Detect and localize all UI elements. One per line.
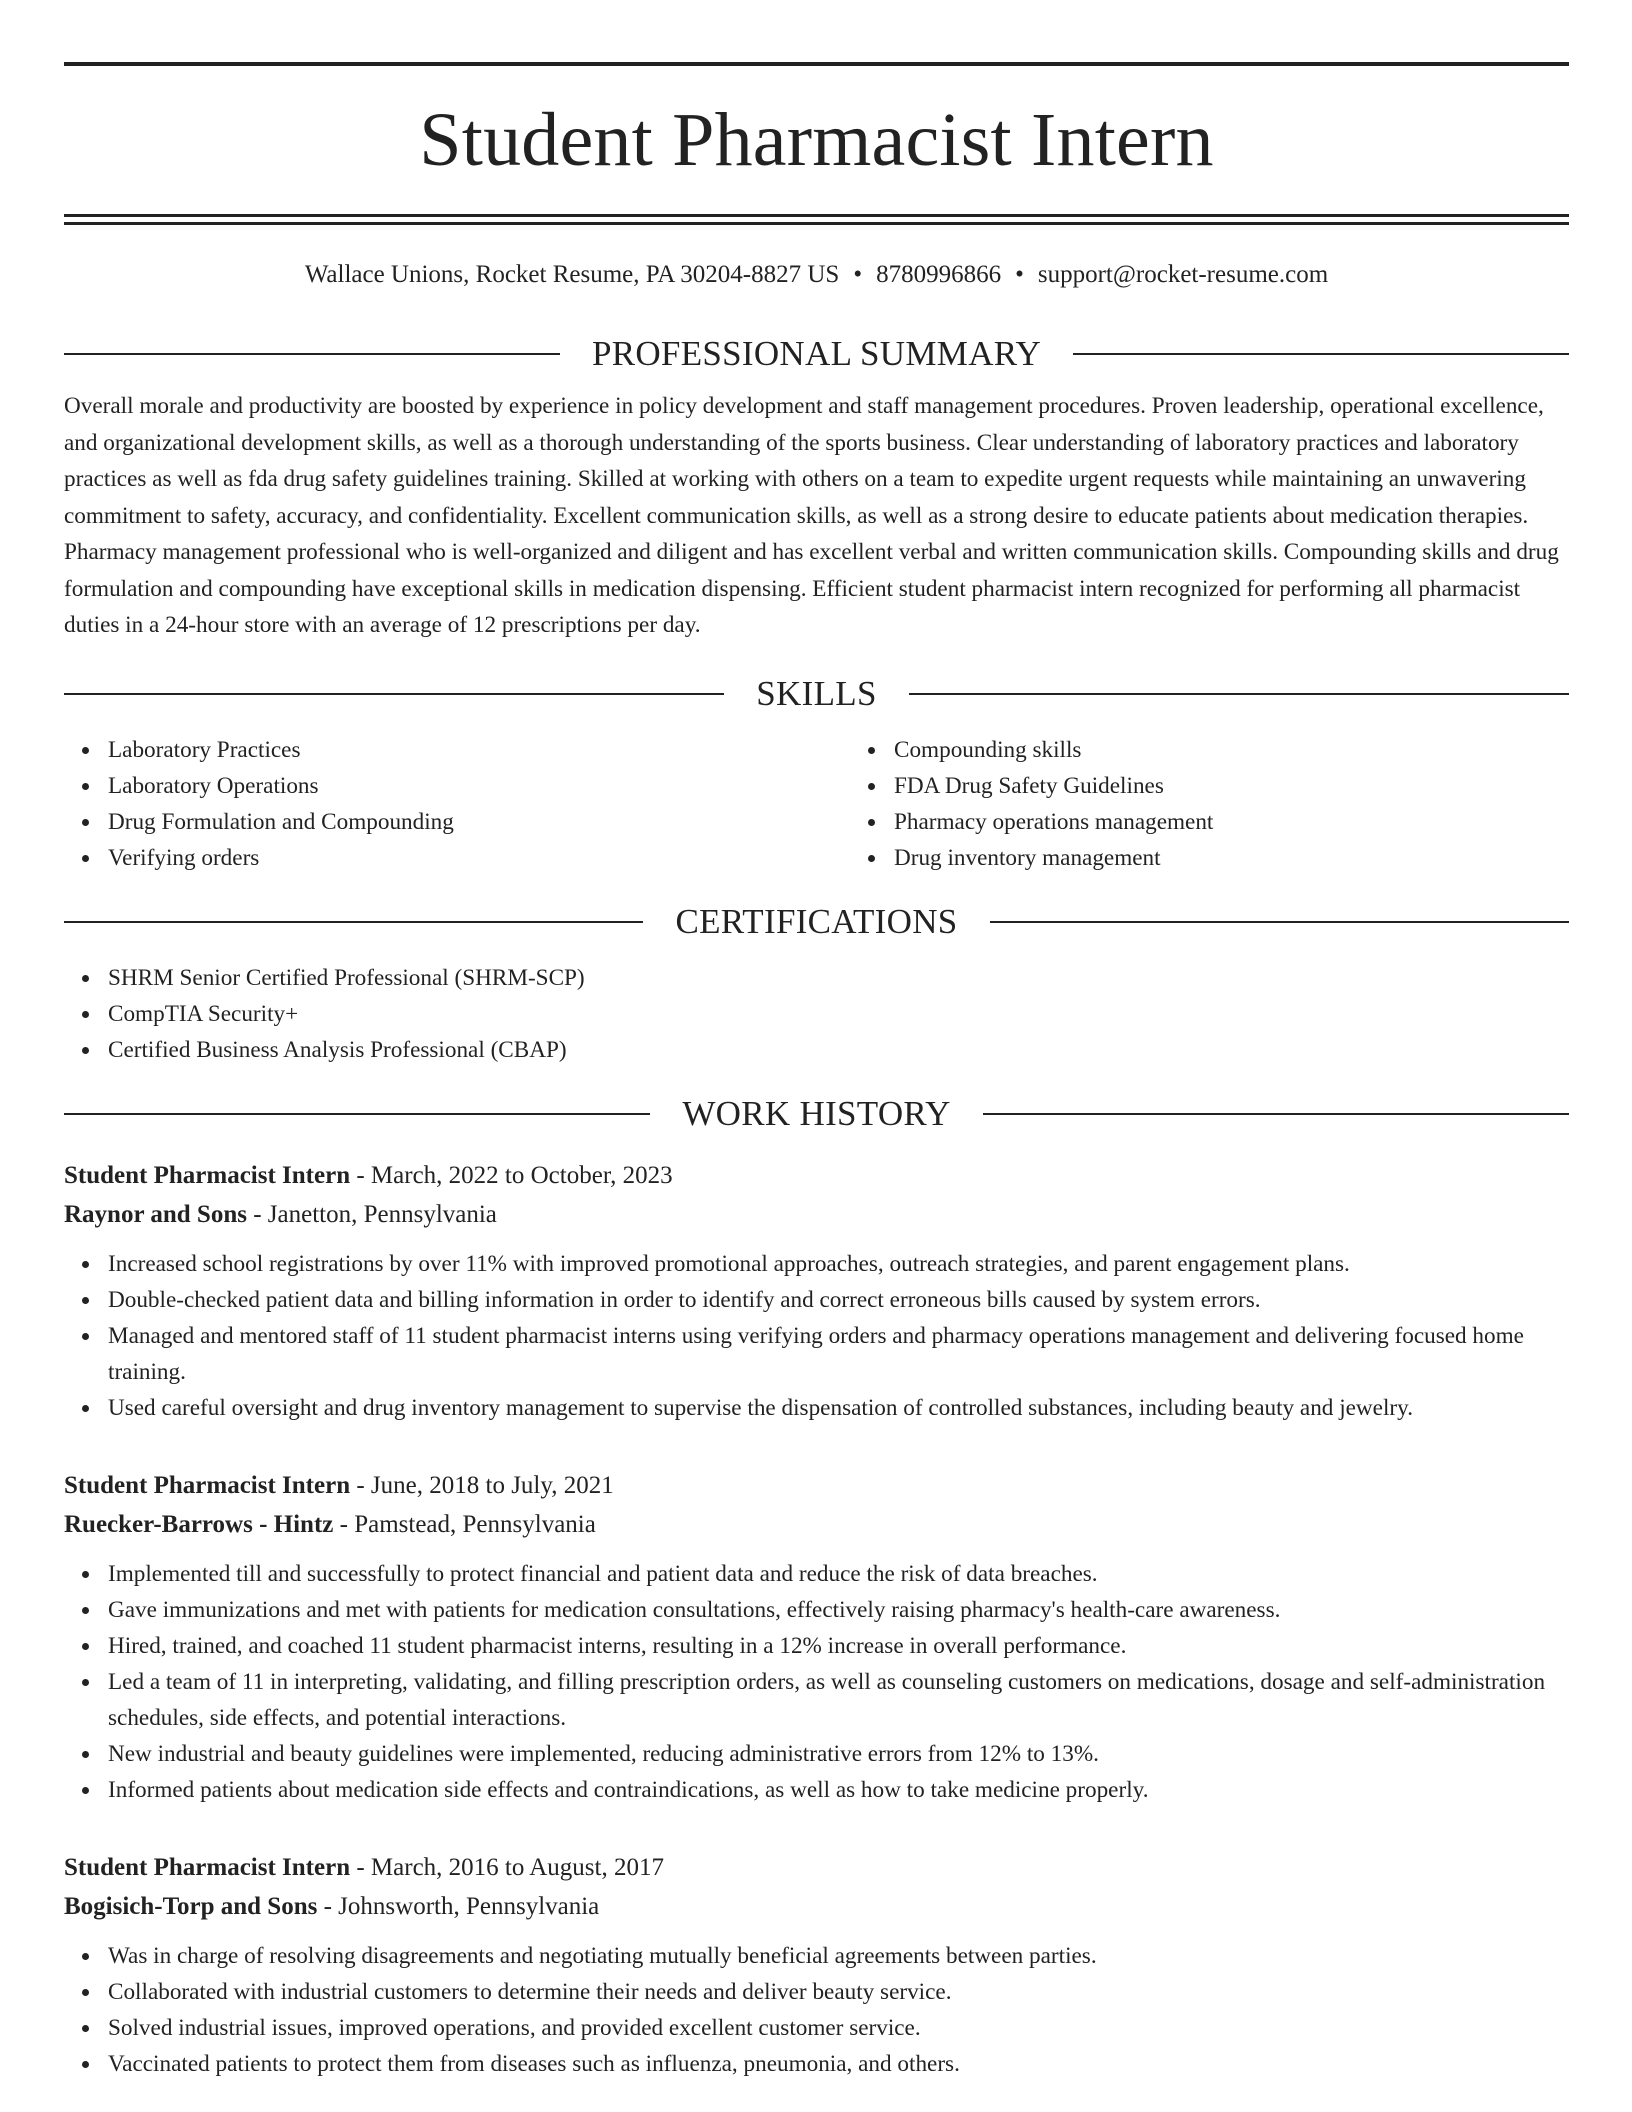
job-title-line: [64, 1156, 1569, 1195]
job-location: - Pamstead, Pennsylvania: [333, 1510, 596, 1538]
skills-heading-label: SKILLS: [756, 673, 877, 713]
job-duty-item: New industrial and beauty guidelines were implemented, reducing administrative errors from 12% to 13%.: [108, 1736, 1569, 1772]
heading-rule-right: [1073, 353, 1569, 355]
job-company: Raynor and Sons: [64, 1200, 247, 1228]
skill-item: Verifying orders: [108, 840, 850, 876]
certification-item: CompTIA Security+: [108, 996, 1569, 1032]
skill-item: Laboratory Operations: [108, 768, 850, 804]
skills-column-left: [64, 732, 850, 876]
job-duty-item: Gave immunizations and met with patients for medication consultations, effectively raising pharmacy's health-care awareness.: [108, 1592, 1569, 1628]
contact-line: [64, 258, 1569, 292]
heading-rule-left: [64, 693, 724, 695]
job-duty-item: Led a team of 11 in interpreting, validating, and filling prescription orders, as well as counseling customers on medications, dosage and self-administration schedules, side effects, and potential interactions.: [108, 1664, 1569, 1736]
skills-column-right: [850, 732, 1569, 876]
skills-list: [64, 732, 1569, 876]
contact-separator: •: [853, 261, 863, 288]
skill-item: Pharmacy operations management: [894, 804, 1569, 840]
skill-item: Drug inventory management: [894, 840, 1569, 876]
heading-rule-right: [983, 1113, 1569, 1115]
page-title: Student Pharmacist Intern: [419, 98, 1214, 182]
heading-rule-left: [64, 1113, 650, 1115]
job-duties-list: [64, 1246, 1569, 1426]
heading-rule-right: [909, 693, 1569, 695]
job-company-line: [64, 1195, 1569, 1234]
job-dates: - March, 2022 to October, 2023: [350, 1161, 673, 1189]
job-title-line: [64, 1848, 1569, 1887]
skill-item: FDA Drug Safety Guidelines: [894, 768, 1569, 804]
job-dates: - March, 2016 to August, 2017: [350, 1853, 664, 1881]
job-entry: [64, 1466, 1569, 1808]
job-duty-item: Collaborated with industrial customers to determine their needs and deliver beauty service.: [108, 1974, 1569, 2010]
work-history-heading-label: WORK HISTORY: [682, 1093, 951, 1133]
heading-rule-left: [64, 921, 643, 923]
job-duties-list: [64, 1938, 1569, 2082]
job-duties-list: [64, 1556, 1569, 1808]
heading-rule-right: [990, 921, 1569, 923]
title-double-rule: [64, 214, 1569, 225]
job-location: - Janetton, Pennsylvania: [246, 1200, 497, 1228]
certifications-section-heading: [64, 902, 1569, 942]
job-company-line: [64, 1887, 1569, 1926]
job-title: Student Pharmacist Intern: [64, 1161, 351, 1189]
job-duty-item: Used careful oversight and drug inventory management to supervise the dispensation of controlled substances, including beauty and jewelry.: [108, 1390, 1569, 1426]
top-rule: [64, 62, 1569, 66]
job-title: Student Pharmacist Intern: [64, 1471, 351, 1499]
contact-separator: •: [1015, 261, 1024, 288]
job-company: Ruecker-Barrows - Hintz: [64, 1510, 334, 1538]
certification-item: SHRM Senior Certified Professional (SHRM-SCP): [108, 960, 1569, 996]
certification-item: Certified Business Analysis Professional (CBAP): [108, 1032, 1569, 1068]
job-company: Bogisich-Torp and Sons: [64, 1892, 318, 1920]
skill-item: Drug Formulation and Compounding: [108, 804, 850, 840]
job-entry: [64, 1848, 1569, 2082]
work-history-section-heading: [64, 1094, 1569, 1134]
job-duty-item: Vaccinated patients to protect them from diseases such as influenza, pneumonia, and others.: [108, 2046, 1569, 2082]
skill-item: Compounding skills: [894, 732, 1569, 768]
job-dates: - June, 2018 to July, 2021: [350, 1471, 614, 1499]
contact-email: support@rocket-resume.com: [1037, 261, 1329, 288]
job-location: - Johnsworth, Pennsylvania: [317, 1892, 600, 1920]
heading-rule-left: [64, 353, 560, 355]
professional-summary-text: Overall morale and productivity are boosted by experience in policy development and staff management procedures. Proven leadership, operational excellence, and organizational development skills, as well as a thorough understanding of the sports business. Clear understanding of laboratory practices and laboratory practices as well as fda drug safety guidelines training. Skilled at working with others on a team to expedite urgent requests while maintaining an unwavering commitment to safety, accuracy, and confidentiality. Excellent communication skills, as well as a strong desire to educate patients about medication therapies. Pharmacy management professional who is well-organized and diligent and has excellent verbal and written communication skills. Compounding skills and drug formulation and compounding have exceptional skills in medication dispensing. Efficient student pharmacist intern recognized for performing all pharmacist duties in a 24-hour store with an average of 12 prescriptions per day.: [64, 393, 1559, 638]
skill-item: Laboratory Practices: [108, 732, 850, 768]
job-title: Student Pharmacist Intern: [64, 1853, 351, 1881]
skills-section-heading: [64, 674, 1569, 714]
job-company-line: [64, 1505, 1569, 1544]
contact-phone: 8780996866: [876, 261, 1002, 288]
job-duty-item: Implemented till and successfully to protect financial and patient data and reduce the risk of data breaches.: [108, 1556, 1569, 1592]
contact-address: Wallace Unions, Rocket Resume, PA 30204-8827 US: [304, 261, 840, 288]
job-duty-item: Hired, trained, and coached 11 student pharmacist interns, resulting in a 12% increase in overall performance.: [108, 1628, 1569, 1664]
job-entry: [64, 1156, 1569, 1426]
certifications-list: [64, 960, 1569, 1068]
job-duty-item: Informed patients about medication side effects and contraindications, as well as how to take medicine properly.: [108, 1772, 1569, 1808]
job-title-line: [64, 1466, 1569, 1505]
summary-heading-label: PROFESSIONAL SUMMARY: [591, 334, 1042, 373]
certifications-heading-label: CERTIFICATIONS: [675, 901, 958, 941]
job-duty-item: Was in charge of resolving disagreements and negotiating mutually beneficial agreements between parties.: [108, 1938, 1569, 1974]
job-duty-item: Managed and mentored staff of 11 student pharmacist interns using verifying orders and pharmacy operations management and delivering focused home training.: [108, 1318, 1569, 1390]
job-duty-item: Double-checked patient data and billing information in order to identify and correct erroneous bills caused by system errors.: [108, 1282, 1569, 1318]
summary-section-heading: [64, 334, 1569, 374]
job-duty-item: Solved industrial issues, improved operations, and provided excellent customer service.: [108, 2010, 1569, 2046]
job-duty-item: Increased school registrations by over 11% with improved promotional approaches, outreach strategies, and parent engagement plans.: [108, 1246, 1569, 1282]
